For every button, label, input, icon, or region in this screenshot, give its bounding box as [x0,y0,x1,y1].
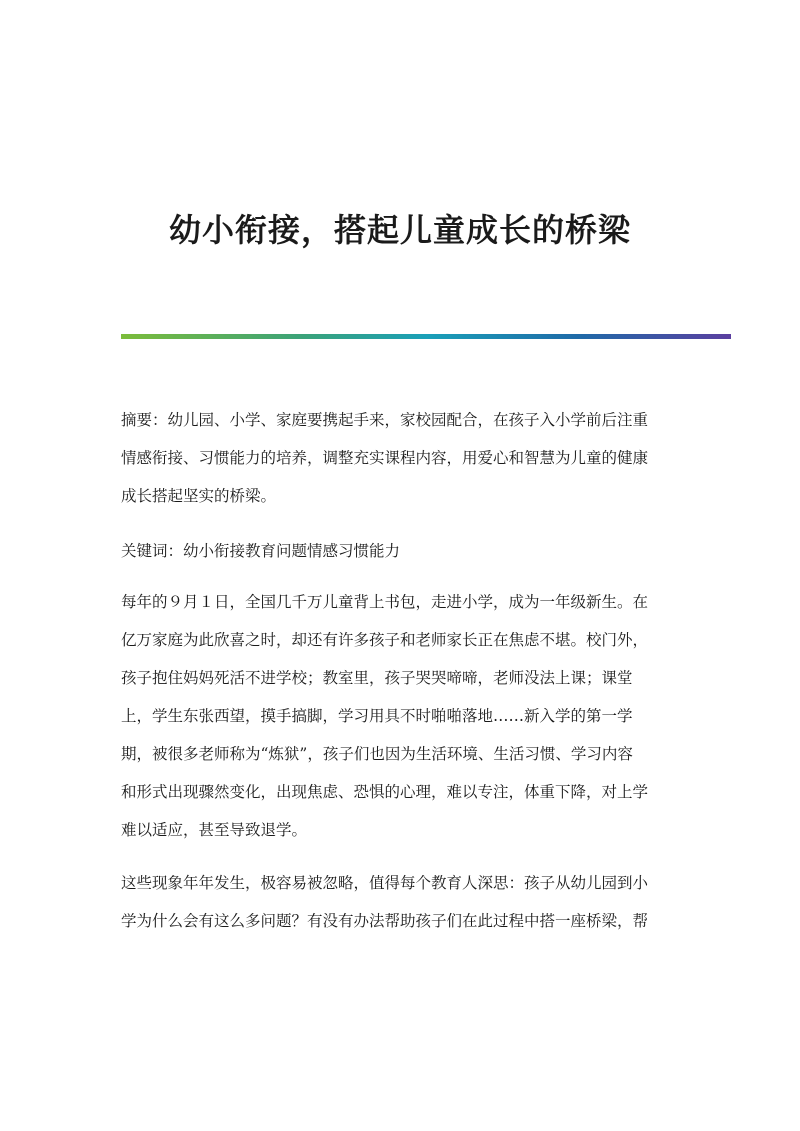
paragraph-line: 和形式出现骤然变化，出现焦虑、恐惧的心理，难以专注，体重下降，对上学 [121,783,649,801]
keywords-paragraph [121,532,671,570]
paragraph-line: 难以适应，甚至导致退学。 [121,821,308,839]
paragraph-line: 亿万家庭为此欣喜之时，却还有许多孩子和老师家长正在焦虑不堪。校门外， [121,631,649,649]
abstract-line: 成长搭起坚实的桥梁。 [121,487,277,505]
keywords-line: 关键词：幼小衔接教育问题情感习惯能力 [121,542,401,560]
abstract-paragraph [121,401,671,515]
paragraph-line: 这些现象年年发生，极容易被忽略，值得每个教育人深思：孩子从幼儿园到小 [121,874,649,892]
paragraph-line: 上，学生东张西望，摸手搞脚，学习用具不时啪啪落地……新入学的第一学 [121,707,633,725]
body-paragraph-2 [121,864,671,940]
title-divider [121,334,731,339]
abstract-line: 摘要：幼儿园、小学、家庭要携起手来，家校园配合，在孩子入小学前后注重 [121,411,649,429]
document-title: 幼小衔接，搭起儿童成长的桥梁 [168,211,631,250]
abstract-line: 情感衔接、习惯能力的培养，调整充实课程内容，用爱心和智慧为儿童的健康 [121,449,649,467]
body-paragraph-1 [121,583,671,849]
paragraph-line: 期，被很多老师称为“炼狱”，孩子们也因为生活环境、生活习惯、学习内容 [121,745,633,763]
paragraph-line: 孩子抱住妈妈死活不进学校；教室里，孩子哭哭啼啼，老师没法上课；课堂 [121,669,633,687]
paragraph-line: 每年的９月１日，全国几千万儿童背上书包，走进小学，成为一年级新生。在 [121,593,649,611]
paragraph-line: 学为什么会有这么多问题？有没有办法帮助孩子们在此过程中搭一座桥梁，帮 [121,912,649,930]
